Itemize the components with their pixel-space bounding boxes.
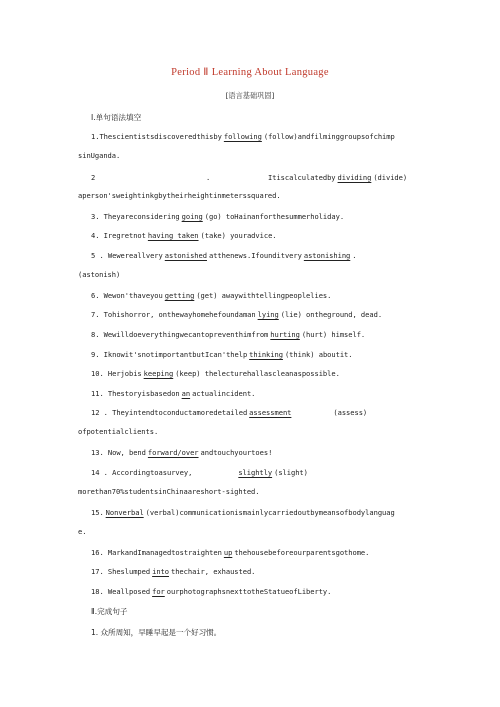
exercise-13: 13. Now, bend forward/over andtouchyourtoes! [91,448,273,457]
exercise-3: 3. Theyareconsidering going (go) toHainanforthesummerholiday. [91,212,345,221]
exercise-2-num: 2 [91,173,96,182]
answer: Nonverbal [105,508,144,517]
exercise-2-dot: . [206,173,211,182]
answer: keeping [143,369,174,378]
answer: astonishing [303,251,351,260]
exercise-5: 5 . Wewereallvery astonished atthenews.Ifounditvery astonishing . [91,251,357,260]
answer: thinking [249,350,283,359]
answer: following [223,132,262,141]
exercise-17: 17. Sheslumped into thechair, exhausted. [91,567,256,576]
exercise-6: 6. Wewon'thaveyou getting (get) awaywithtellingpeoplelies. [91,291,332,300]
exercise-2-cont: aperson'sweightinkgbytheirheightinmeterssquared. [78,191,281,200]
section-heading-1: Ⅰ.单句语法填空 [91,113,142,122]
exercise-18: 18. Weallposed for ourphotographsnexttotheStatueofLiberty. [91,587,332,596]
answer: getting [164,291,195,300]
answer: an [181,389,191,398]
sentence-1: 1. 众所周知，早睡早起是一个好习惯。 [91,628,222,637]
answer: dividing [337,173,372,182]
exercise-9: 9. Iknowit'snotimportantbutIcan'thelp thinking (think) aboutit. [91,350,353,359]
answer: slightly [238,468,273,477]
exercise-1: 1.Thescientistsdiscoveredthisby following (follow)andfilminggroupsofchimp [91,132,395,141]
exercise-15-cont: e. [78,527,87,536]
exercise-4: 4. Iregretnot having taken (take) youradvice. [91,231,277,240]
section-heading-2: Ⅱ.完成句子 [91,607,128,616]
answer: astonished [164,251,207,260]
exercise-2: Itiscalculatedby dividing (divide) [268,173,408,182]
exercise-8: 8. Wewilldoeverythingwecantopreventhimfrom hurting (hurt) himself. [91,330,366,339]
answer: having taken [147,231,199,240]
answer: going [181,212,203,221]
exercise-7: 7. Tohishorror, onthewayhomehefoundaman lying (lie) ontheground, dead. [91,310,383,319]
page-title: Period Ⅱ Learning About Language [171,67,329,78]
exercise-11: 11. Thestoryisbasedon an actualincident. [91,389,256,398]
section-tag: [语言基础巩固] [225,91,275,100]
exercise-15: 15. Nonverbal (verbal)communicationismainlycarriedoutbymeansofbodylanguag [91,508,395,517]
answer: for [152,587,165,596]
answer: up [223,548,233,557]
exercise-5-cont: (astonish) [78,270,121,279]
exercise-14-cont: morethan70%studentsinChinaareshort-sighted. [78,487,260,496]
answer: forward/over [147,448,199,457]
answer: into [152,567,169,576]
exercise-10: 10. Herjobis keeping (keep) thelecturehallascleanaspossible. [91,369,340,378]
answer: lying [257,310,279,319]
exercise-12-cont: ofpotentialclients. [78,427,159,436]
exercise-14: 14 . Accordingtoasurvey, slightly (slight) [91,468,308,477]
exercise-12: 12 . Theyintendtoconductamoredetailed assessment (assess) [91,408,368,417]
exercise-16: 16. MarkandImanagedtostraighten up thehousebeforeourparentsgothome. [91,548,370,557]
exercise-1-cont: sinUganda. [78,151,121,160]
answer: assessment [249,408,292,417]
answer: hurting [270,330,300,339]
